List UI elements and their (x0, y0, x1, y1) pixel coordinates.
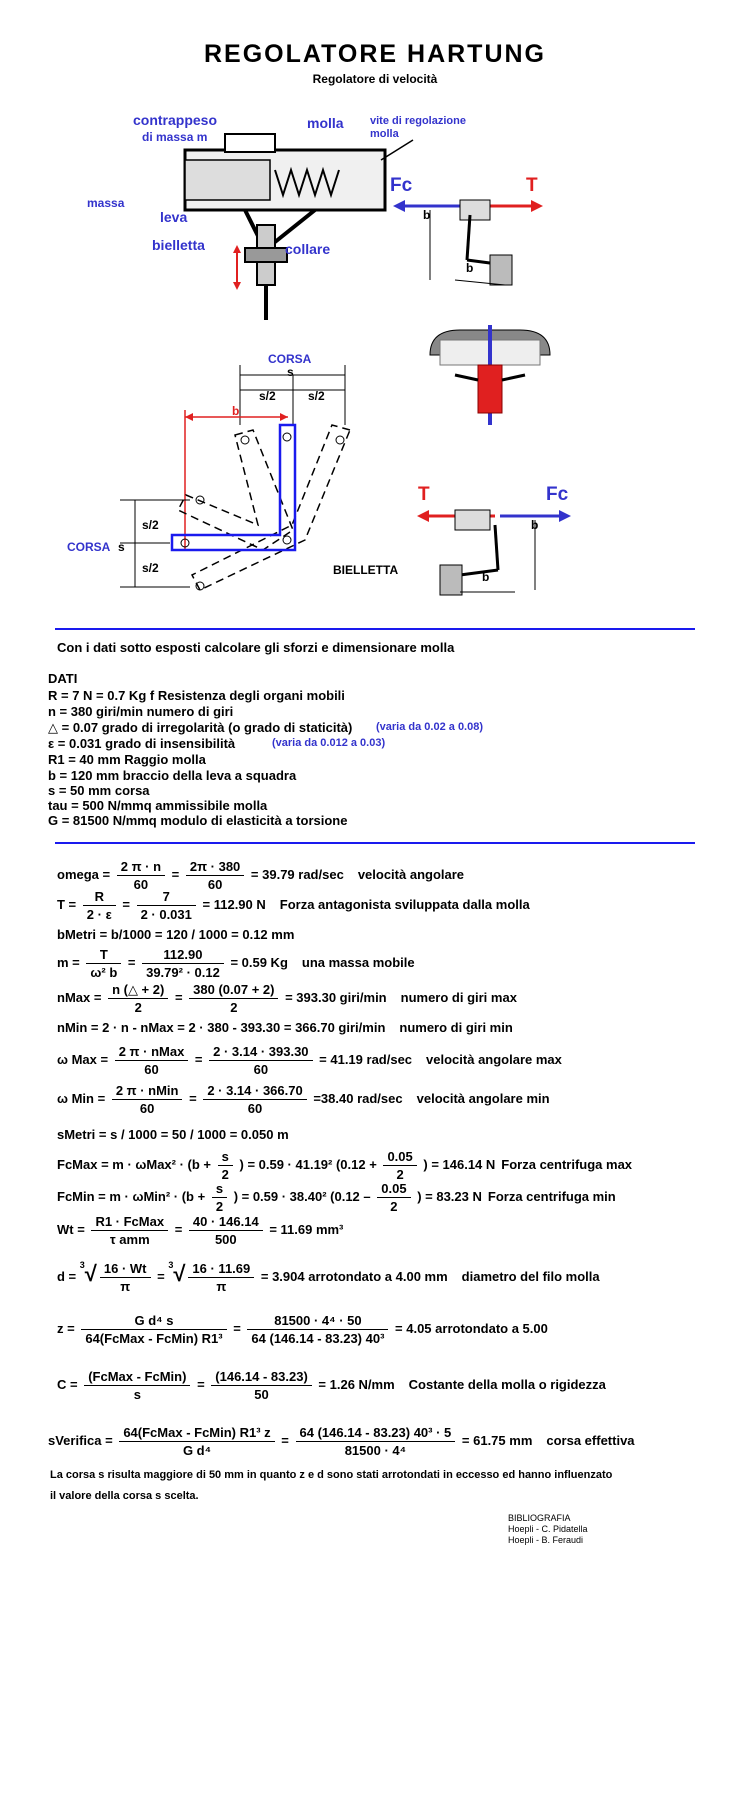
label-leva: leva (160, 209, 188, 225)
calc-wmax: ω Max = $\frac{\text{2 π · nMax}}{60}$ = $\frac{2 \cdot 3.14 \cdot 393.30}{60}$ = 41.19 rad/sec velocità angolare max (57, 1044, 562, 1077)
label-corsa-top: CORSA (268, 352, 312, 366)
calc-nmax: nMax = $\frac{n (\triangle + 2)}{2}$ = $\frac{380 (0.07 + 2)}{2}$ = 393.30 giri/min numero di giri max (57, 982, 517, 1015)
label-bielletta-lever: BIELLETTA (333, 563, 399, 577)
label-b-top-2: b (466, 261, 474, 275)
label-b-lever: b (232, 404, 240, 418)
label-s2-left-bottom: s/2 (142, 561, 159, 575)
dati-r: R = 7 N = 0.7 Kg f Resistenza degli organi mobili (48, 688, 345, 703)
label-contrappeso: contrappeso (133, 112, 218, 128)
dati-delta-note: (varia da 0.02 a 0.08) (376, 721, 484, 733)
intro-text: Con i dati sotto esposti calcolare gli sforzi e dimensionare molla (57, 640, 455, 655)
calc-wt: Wt = $\frac{\text{R1 · FcMax}}{\text{τ amm}}$ = $\frac{40 \cdot 146.14}{500}$ = 11.69 mm³ (57, 1214, 344, 1247)
label-corsa-left: CORSA (67, 540, 111, 554)
calc-d: d = $^3$√ $\frac{16 \cdot Wt}{\pi}$ = $^3$√ $\frac{16 \cdot 11.69}{\pi}$ = 3.904 arrotondato a 4.00 mm diametro del filo molla (57, 1260, 600, 1294)
lever-diagram (100, 350, 370, 620)
label-s-left: s (118, 540, 125, 554)
label-t-bottom: T (418, 484, 430, 505)
calc-bmetri: bMetri = b/1000 = 120 / 1000 = 0.12 mm (57, 927, 295, 942)
calc-c: C = $\frac{\text{(FcMax - FcMin)}}{s}$ = $\frac{(146.14 - 83.23)}{50}$ = 1.26 N/mm Costante della molla o rigidezza (57, 1369, 606, 1402)
calc-wmin: ω Min = $\frac{\text{2 π · nMin}}{60}$ = $\frac{2 \cdot 3.14 \cdot 366.70}{60}$ =38.40 rad/sec velocità angolare min (57, 1083, 550, 1116)
label-b-top-1: b (423, 208, 431, 222)
dati-g: G = 81500 N/mmq modulo di elasticità a torsione (48, 813, 348, 828)
bibliography: BIBLIOGRAFIA Hoepli - C. Pidatella Hoepli - B. Feraudi (508, 1513, 588, 1545)
label-massa: massa (87, 196, 125, 210)
dati-eps-note: (varia da 0.012 a 0.03) (272, 737, 386, 749)
label-fc-bottom: Fc (546, 484, 569, 505)
governor-section-drawing (145, 120, 415, 330)
label-collare: collare (285, 241, 331, 257)
label-bielletta: bielletta (152, 237, 205, 253)
label-s2-top-left: s/2 (259, 389, 276, 403)
label-molla: molla (307, 115, 344, 131)
governor-small-drawing (420, 325, 560, 430)
label-fc-top: Fc (390, 175, 413, 196)
calc-sverifica: sVerifica = $\frac{\text{64(FcMax - FcMin) R1³ z}}{\text{G d⁴}}$ = $\frac{\text{64 (146.14 - 83.23) 40³ · 5}}{\text{81500 · 4⁴}}$ = 61.75 mm corsa effettiva (48, 1425, 635, 1458)
label-di-massa: di massa m (142, 130, 208, 144)
page-title: REGOLATORE HARTUNG (203, 40, 547, 68)
calc-m: m = $\frac{T}{\text{ω² b}}$ = $\frac{112.90}{\text{39.79² · 0.12}}$ = 0.59 Kg una massa mobile (57, 947, 415, 980)
dati-tau: tau = 500 N/mmq ammissibile molla (48, 798, 268, 813)
page-subtitle: Regolatore di velocità (312, 72, 438, 86)
dati-b: b = 120 mm braccio della leva a squadra (48, 768, 297, 783)
label-s2-top-right: s/2 (308, 389, 325, 403)
calc-fcmin: FcMin = m · ωMin² · (b + $\frac{s}{2}$ ) = 0.59 · 38.40² (0.12 – $\frac{0.05}{2}$ ) = 83.23 N Forza centrifuga min (57, 1181, 616, 1214)
dati-delta: △ = 0.07 grado di irregolarità (o grado di staticità) (48, 720, 353, 735)
divider-top (55, 628, 695, 630)
dati-n: n = 380 giri/min numero di giri (48, 704, 234, 719)
label-t-top: T (526, 175, 538, 196)
label-s2-left-top: s/2 (142, 518, 159, 532)
label-s-top: s (287, 365, 294, 379)
calc-z: z = $\frac{\text{G d⁴ s}}{\text{64(FcMax - FcMin) R1³}}$ = $\frac{\text{81500 · 4⁴ · 50}}{\text{64 (146.14 - 83.23) 40³}}$ = 4.05 arrotondato a 5.00 (57, 1313, 548, 1346)
footer-note-1: La corsa s risulta maggiore di 50 mm in quanto z e d sono stati arrotondati in eccesso ed hanno influenzato (50, 1469, 613, 1481)
calc-omega: omega = $\frac{2 \pi \cdot n}{60}$ = $\frac{2\pi \cdot 380}{60}$ = 39.79 rad/sec velocità angolare (57, 859, 465, 892)
dati-r1: R1 = 40 mm Raggio molla (48, 752, 206, 767)
label-b-bottom-2: b (482, 570, 490, 584)
calc-t: T = $\frac{R}{2 \cdot \varepsilon}$ = $\frac{7}{2 \cdot 0.031}$ = 112.90 N Forza antagonista sviluppata dalla molla (57, 889, 530, 922)
label-vite-2: molla (370, 128, 399, 140)
divider-middle (55, 842, 695, 844)
label-vite-1: vite di regolazione (370, 115, 466, 127)
footer-note-2: il valore della corsa s scelta. (50, 1490, 199, 1502)
dati-s: s = 50 mm corsa (48, 783, 150, 798)
calc-nmin: nMin = 2 · n - nMax = 2 · 380 - 393.30 = 366.70 giri/min numero di giri min (57, 1020, 513, 1035)
dati-heading: DATI (48, 671, 78, 686)
label-b-bottom-1: b (531, 518, 539, 532)
calc-fcmax: FcMax = m · ωMax² · (b + $\frac{s}{2}$ ) = 0.59 · 41.19² (0.12 + $\frac{0.05}{2}$ ) = 146.14 N Forza centrifuga max (57, 1149, 633, 1182)
dati-eps: ε = 0.031 grado di insensibilità (48, 736, 236, 751)
calc-smetri: sMetri = s / 1000 = 50 / 1000 = 0.050 m (57, 1127, 289, 1142)
